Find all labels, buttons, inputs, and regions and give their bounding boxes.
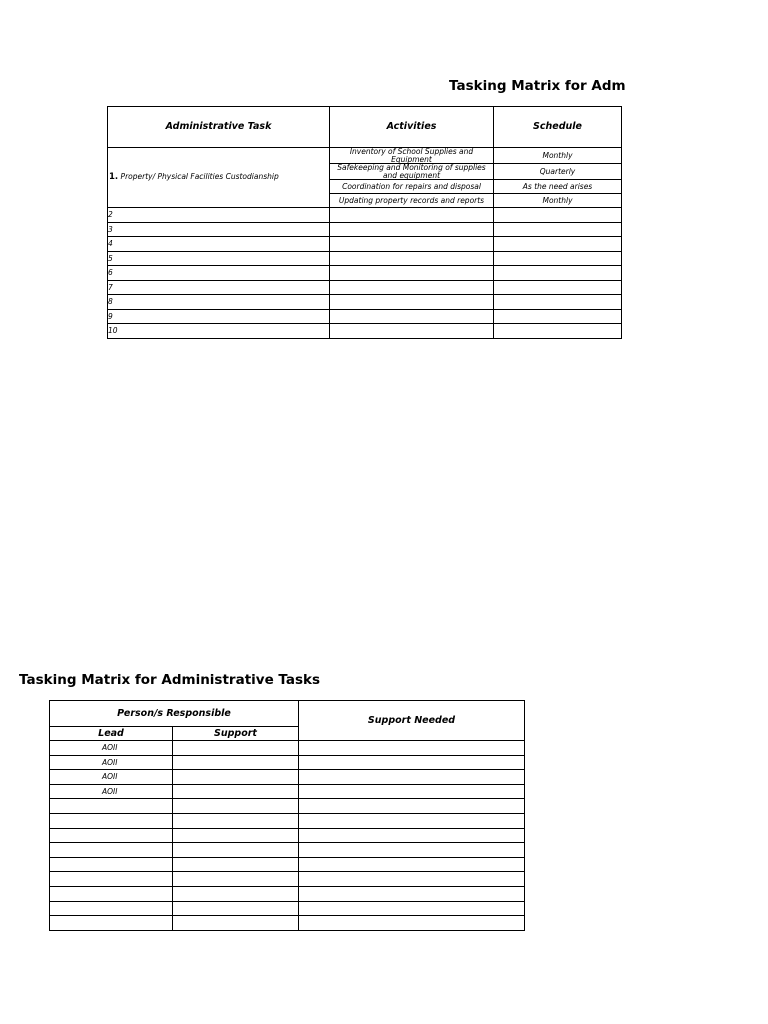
activity-cell[interactable] (330, 295, 494, 310)
support-cell[interactable] (173, 916, 299, 931)
table-row (108, 237, 622, 252)
schedule-cell[interactable] (494, 208, 622, 223)
lead-cell[interactable] (50, 901, 173, 916)
support-needed-cell[interactable] (299, 828, 525, 843)
support-cell[interactable] (173, 784, 299, 799)
header-persons-responsible: Person/s Responsible (50, 701, 299, 727)
lead-cell[interactable] (50, 872, 173, 887)
table-row (108, 295, 622, 310)
table-row (50, 886, 525, 901)
table-row (50, 784, 525, 799)
activity-cell[interactable] (330, 237, 494, 252)
page-title-top: Tasking Matrix for Adm (449, 78, 626, 94)
support-cell[interactable] (173, 872, 299, 887)
lead-cell[interactable] (50, 857, 173, 872)
schedule-cell[interactable] (494, 237, 622, 252)
support-needed-cell[interactable] (299, 886, 525, 901)
support-cell[interactable] (173, 741, 299, 756)
schedule-cell[interactable]: Monthly (494, 148, 622, 164)
header-lead: Lead (50, 727, 173, 741)
task-1-cell[interactable] (108, 148, 330, 208)
activity-cell[interactable] (330, 251, 494, 266)
schedule-cell[interactable]: Quarterly (494, 164, 622, 180)
table-header-row (50, 701, 525, 727)
activity-cell[interactable]: Coordination for repairs and disposal (330, 180, 494, 194)
tasking-matrix-table (107, 106, 622, 339)
support-needed-cell[interactable] (299, 770, 525, 785)
table-row (108, 266, 622, 281)
activity-cell[interactable] (330, 208, 494, 223)
header-activities: Activities (330, 107, 494, 148)
row-number-cell[interactable]: 9 (108, 309, 330, 324)
table-row (50, 843, 525, 858)
lead-cell[interactable] (50, 886, 173, 901)
lead-cell[interactable] (50, 828, 173, 843)
schedule-cell[interactable] (494, 266, 622, 281)
activity-cell[interactable]: Updating property records and reports (330, 194, 494, 208)
task-label: Property/ Physical Facilities Custodianship (120, 172, 279, 182)
table-row (108, 324, 622, 339)
table-row (108, 222, 622, 237)
activity-cell[interactable] (330, 222, 494, 237)
header-support: Support (173, 727, 299, 741)
schedule-cell[interactable] (494, 309, 622, 324)
lead-cell[interactable]: AOII (50, 755, 173, 770)
schedule-cell[interactable] (494, 295, 622, 310)
activity-cell[interactable]: Inventory of School Supplies and Equipment (330, 148, 494, 164)
lead-cell[interactable] (50, 916, 173, 931)
support-cell[interactable] (173, 770, 299, 785)
schedule-cell[interactable]: As the need arises (494, 180, 622, 194)
table-row (50, 901, 525, 916)
row-number-cell[interactable]: 3 (108, 222, 330, 237)
support-cell[interactable] (173, 901, 299, 916)
table-row (50, 799, 525, 814)
table-row (50, 916, 525, 931)
table-row (108, 148, 622, 164)
support-cell[interactable] (173, 813, 299, 828)
support-cell[interactable] (173, 755, 299, 770)
activity-cell[interactable] (330, 266, 494, 281)
schedule-cell[interactable]: Monthly (494, 194, 622, 208)
schedule-cell[interactable] (494, 222, 622, 237)
row-number-cell[interactable]: 6 (108, 266, 330, 281)
support-cell[interactable] (173, 843, 299, 858)
header-schedule: Schedule (494, 107, 622, 148)
support-cell[interactable] (173, 828, 299, 843)
lead-cell[interactable] (50, 843, 173, 858)
row-number-cell[interactable]: 7 (108, 280, 330, 295)
row-number-cell[interactable]: 4 (108, 237, 330, 252)
support-needed-cell[interactable] (299, 813, 525, 828)
schedule-cell[interactable] (494, 251, 622, 266)
page-title-bottom: Tasking Matrix for Administrative Tasks (19, 672, 321, 688)
lead-cell[interactable]: AOII (50, 770, 173, 785)
schedule-cell[interactable] (494, 324, 622, 339)
table-row (108, 251, 622, 266)
lead-cell[interactable] (50, 799, 173, 814)
support-needed-cell[interactable] (299, 916, 525, 931)
support-needed-cell[interactable] (299, 784, 525, 799)
support-needed-cell[interactable] (299, 857, 525, 872)
table-row (108, 280, 622, 295)
header-administrative-task: Administrative Task (108, 107, 330, 148)
support-needed-cell[interactable] (299, 741, 525, 756)
table-row (50, 741, 525, 756)
table-row (50, 755, 525, 770)
table-row (108, 208, 622, 223)
activity-cell[interactable]: Safekeeping and Monitoring of supplies and equipment (330, 164, 494, 180)
table-header-row (108, 107, 622, 148)
table-row (50, 872, 525, 887)
table-row (108, 309, 622, 324)
activity-cell[interactable] (330, 280, 494, 295)
table-row (50, 770, 525, 785)
lead-cell[interactable]: AOII (50, 741, 173, 756)
task-number: 1. (109, 172, 119, 183)
activity-cell[interactable] (330, 324, 494, 339)
header-support-needed: Support Needed (299, 701, 525, 741)
table-row (50, 857, 525, 872)
support-cell[interactable] (173, 857, 299, 872)
table-row (50, 813, 525, 828)
row-number-cell[interactable]: 2 (108, 208, 330, 223)
support-needed-cell[interactable] (299, 901, 525, 916)
lead-cell[interactable] (50, 813, 173, 828)
support-needed-cell[interactable] (299, 843, 525, 858)
support-needed-cell[interactable] (299, 755, 525, 770)
lead-cell[interactable]: AOII (50, 784, 173, 799)
row-number-cell[interactable]: 10 (108, 324, 330, 339)
responsibility-table (49, 700, 525, 931)
support-needed-cell[interactable] (299, 872, 525, 887)
activity-cell[interactable] (330, 309, 494, 324)
support-needed-cell[interactable] (299, 799, 525, 814)
row-number-cell[interactable]: 8 (108, 295, 330, 310)
support-cell[interactable] (173, 799, 299, 814)
table-row (50, 828, 525, 843)
schedule-cell[interactable] (494, 280, 622, 295)
support-cell[interactable] (173, 886, 299, 901)
row-number-cell[interactable]: 5 (108, 251, 330, 266)
